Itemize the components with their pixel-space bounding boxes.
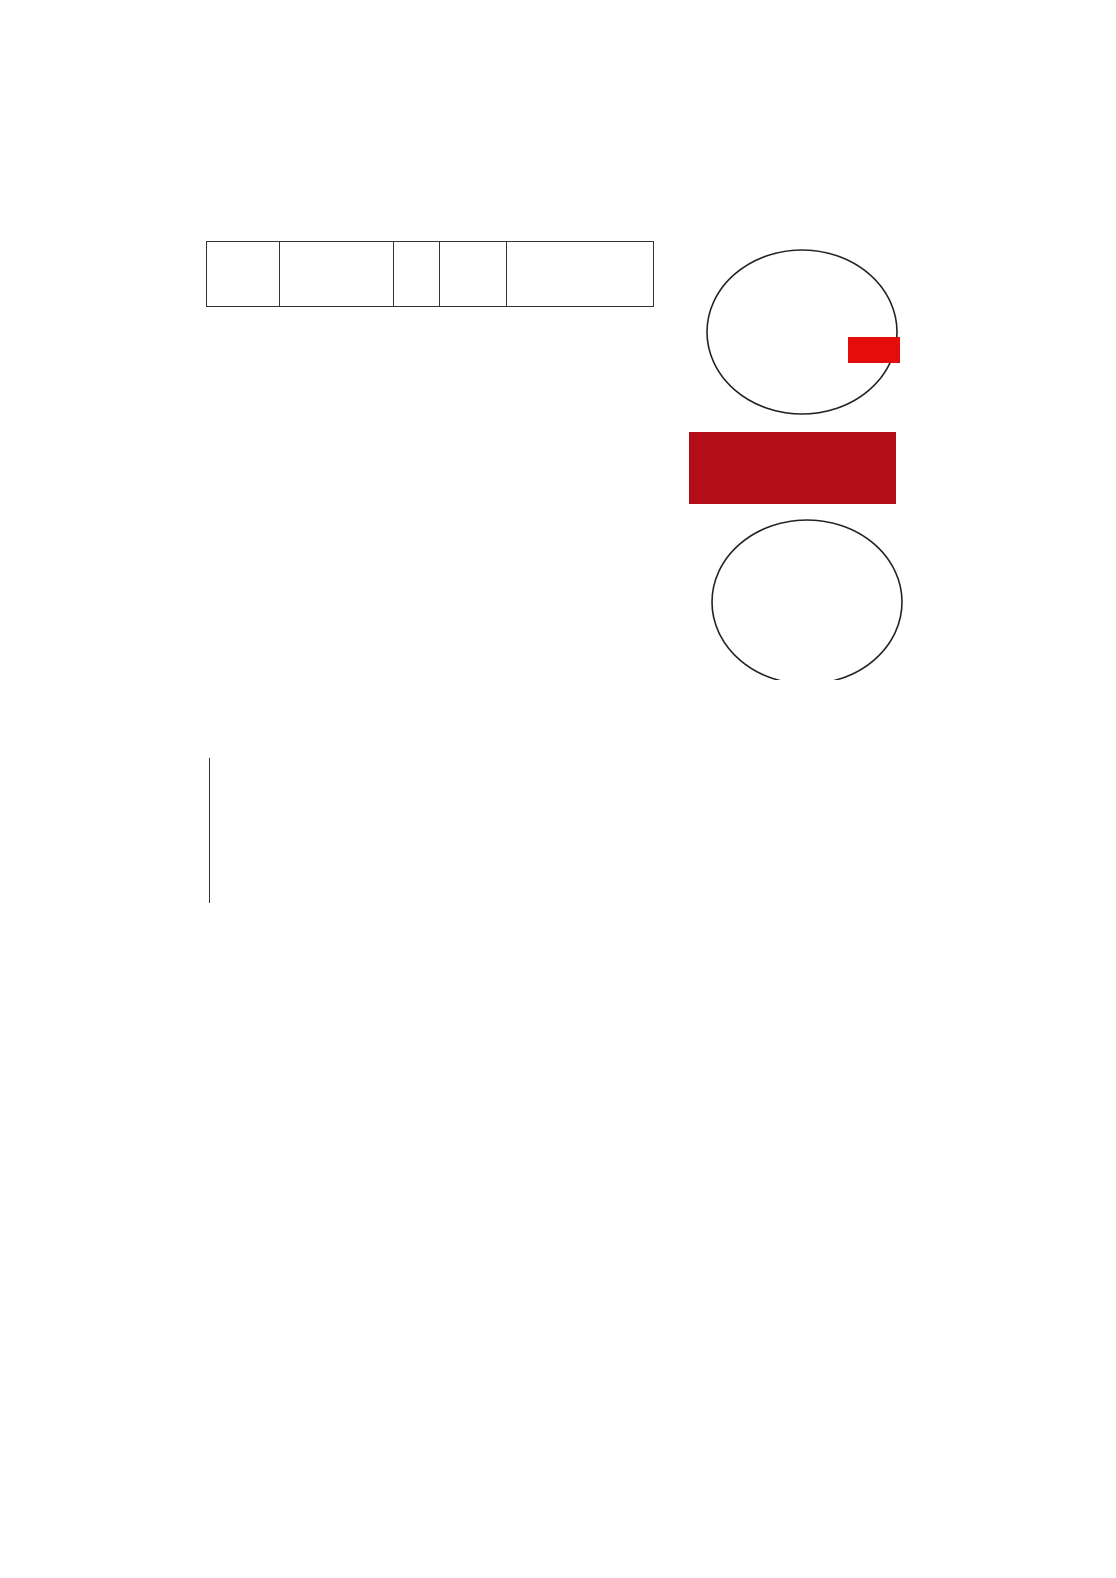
bottom-ellipse [712,520,902,684]
top-ellipse [707,250,897,414]
ygdel-label [848,337,900,363]
deletion-table [206,241,654,307]
header-rate [507,242,654,307]
header-phenotype [280,242,394,307]
table-header-row [207,242,654,307]
header-age [394,242,440,307]
header-count [440,242,507,307]
article-title-box [209,758,630,903]
mosaicism-banner [689,432,896,504]
header-code [207,242,280,307]
